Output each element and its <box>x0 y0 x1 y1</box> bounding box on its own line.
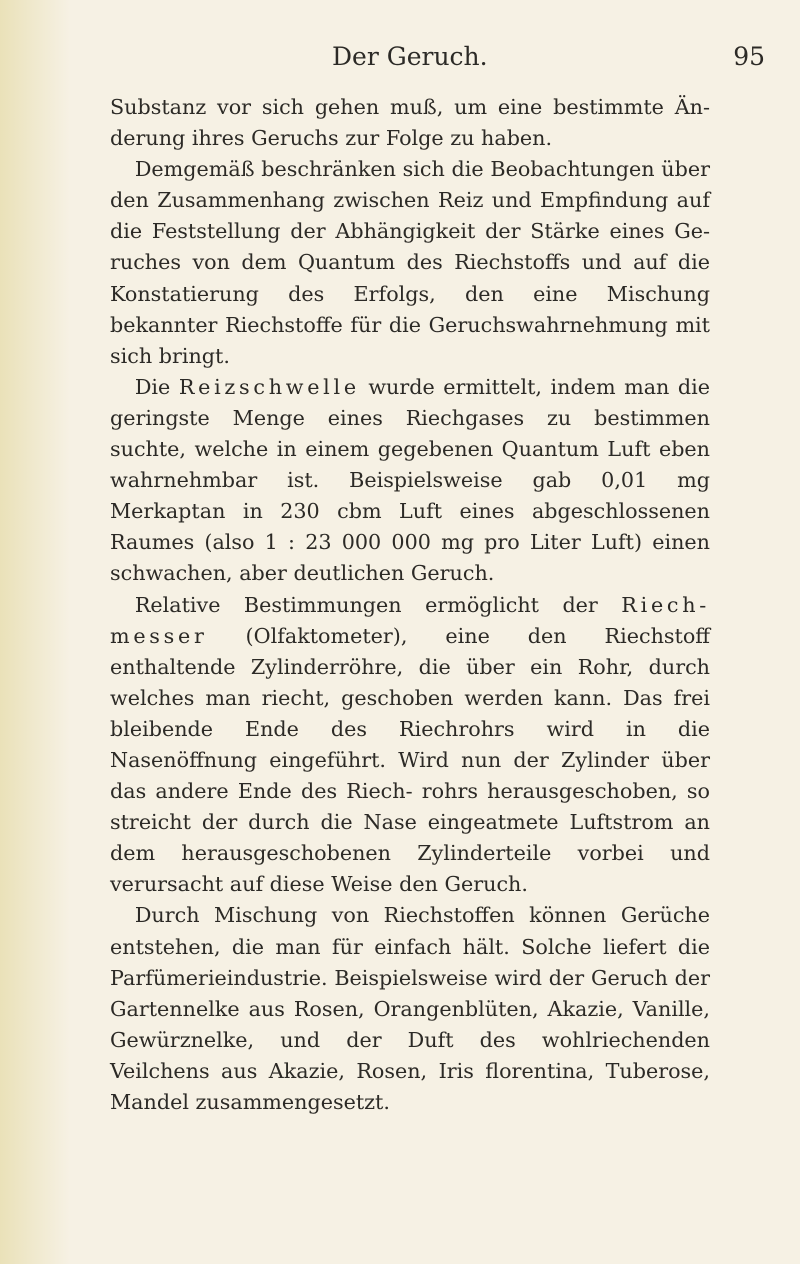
running-header <box>0 42 800 82</box>
term-riechmesser: Riech- messer <box>110 592 710 648</box>
paragraph-4 <box>110 590 710 901</box>
paragraph-3-post: wurde ermittelt, indem man die geringste Menge eines Riechgases zu bestimmen suchte, welche in einem gegebenen Quantum Luft eben wahrnehmbar ist. Beispielsweise gab 0,01 mg Merkaptan in 230 cbm Luft eines abgeschlossenen Raumes (also 1 : 23 000 000 mg pro Liter Luft) einen schwachen, aber deutlichen Geruch. <box>110 374 710 586</box>
paragraph-2: Demgemäß beschränken sich die Beobachtungen über den Zusammenhang zwischen Reiz und Empfindung auf die Feststellung der Abhängigkeit der Stärke eines Ge- ruches von dem Quantum des Riechstoffs und auf die Konstatierung des Erfolgs, den eine Mischung bekannter Riechstoffe für die Geruchswahrnehmung mit sich bringt. <box>110 157 710 368</box>
term-reizschwelle: Reizschwelle <box>178 374 360 399</box>
paragraph-5: Durch Mischung von Riechstoffen können Gerüche entstehen, die man für einfach hält. Solche liefert die Parfümerieindustrie. Beispielsweise wird der Geruch der Gartennelke aus Rosen, Orangenblüten, Akazie, Vanille, Gewürznelke, und der Duft des wohlriechenden Veilchens aus Akazie, Rosen, Iris florentina, Tuberose, Mandel zusammengesetzt. <box>110 903 710 1114</box>
paragraph-4-post: (Olfaktometer), eine den Riechstoff enthaltende Zylinderröhre, die über ein Rohr, durch welches man riecht, geschoben werden kann. Das frei bleibende Ende des Riechrohrs wird in die Nasenöffnung eingeführt. Wird nun der Zylinder über das andere Ende des Riech- rohrs herausgeschoben, so streicht der durch die Nase eingeatmete Luftstrom an dem herausgeschobenen Zylinderteile vorbei und verursacht auf diese Weise den Geruch. <box>110 623 710 897</box>
body-text <box>110 92 710 1118</box>
paragraph-1: Substanz vor sich gehen muß, um eine bestimmte Än- derung ihres Geruchs zur Folge zu haben. <box>110 95 710 151</box>
paragraph-3-pre: Die <box>134 374 179 399</box>
page-edge-shadow <box>0 0 70 1264</box>
page-number: 95 <box>733 42 765 71</box>
running-title: Der Geruch. <box>332 42 488 71</box>
paragraph-4-pre: Relative Bestimmungen ermöglicht der <box>134 592 622 617</box>
paragraph-3 <box>110 372 710 590</box>
